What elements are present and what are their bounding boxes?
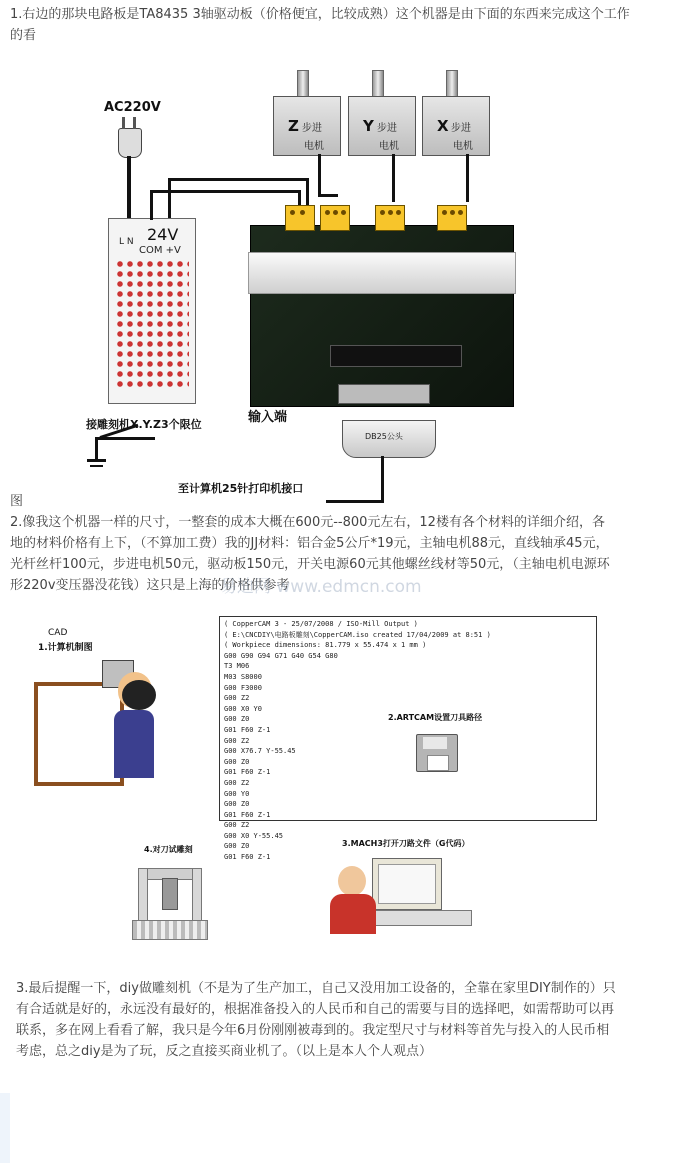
motor-y: Y 步进 电机 <box>348 96 416 156</box>
terminal-y <box>375 205 405 231</box>
step1-label: 1.计算机制图 <box>38 643 93 653</box>
db25-connector: DB25公头 <box>342 420 436 458</box>
step4-label: 4.对刀试雕刻 <box>144 845 193 854</box>
gcode-line: G00 Z0 <box>224 842 250 851</box>
gcode-line: G00 Z2 <box>224 821 250 830</box>
paragraph-2: 2.像我这个机器一样的尺寸，一整套的成本大概在600元--800元左右，12楼有各个材料的详细介绍，各地的材料价格有上下，（不算加工费）我的JJ材料：铝合金5公斤*19元，主轴电机88元，直线轴承45元，光杆丝杆100元，步进电机50元，驱动板150元，开关电源60元其他螺丝线材等50元，（主轴电机电源环形220v变压器没花钱）这只是上海的价格供参考 <box>10 515 610 593</box>
psu-voltage: 24V <box>147 225 179 244</box>
gcode-line: G00 Z0 <box>224 757 250 766</box>
terminal-power <box>285 205 315 231</box>
gcode-line: G00 Z2 <box>224 736 250 745</box>
gcode-line: T3 M06 <box>224 662 250 671</box>
power-label: AC220V <box>104 100 161 115</box>
gcode-line: G01 F60 Z-1 <box>224 768 271 777</box>
motor-x: X 步进 电机 <box>422 96 490 156</box>
power-plug-icon <box>118 128 142 158</box>
gcode-line: G01 F60 Z-1 <box>224 853 271 862</box>
gcode-line: ( Workpiece dimensions: 81.779 x 55.474 x 1 mm ) <box>224 641 427 650</box>
cad-illustration <box>30 652 160 782</box>
watermark: 易迪网 www.edmcn.com <box>220 577 422 597</box>
terminal-z <box>320 205 350 231</box>
pc-label: 至计算机25针打印机接口 <box>178 482 304 495</box>
left-edge-strip <box>0 1093 10 1163</box>
limit-label: 接雕刻机X.Y.Z3个限位 <box>86 418 202 431</box>
mach3-illustration <box>330 852 476 934</box>
gcode-line: ( CopperCAM 3 - 25/07/2008 / ISO-Mill Output ) <box>224 620 418 628</box>
step2-label: 2.ARTCAM设置刀具路径 <box>388 713 483 722</box>
power-supply: L N 24V COM +V <box>108 218 196 404</box>
gcode-line: G00 G90 G94 G71 G40 G54 G80 <box>224 651 338 660</box>
gcode-line: G00 Y0 <box>224 789 250 798</box>
floppy-icon <box>416 734 458 772</box>
psu-terminals: COM +V <box>139 245 181 256</box>
gcode-line: ( E:\CNCDIY\电路板雕刻\CopperCAM.iso created 17/04/2009 at 8:51 ) <box>224 630 491 639</box>
gcode-line: G00 Z0 <box>224 800 250 809</box>
gcode-line: G00 Z0 <box>224 715 250 724</box>
gcode-line: G00 F3000 <box>224 683 262 692</box>
step3-label: 3.MACH3打开刀路文件（G代码） <box>342 839 470 848</box>
gcode-line: G00 X76.7 Y-55.45 <box>224 747 296 756</box>
ground-icon <box>87 459 106 462</box>
gcode-line: G00 Z2 <box>224 694 250 703</box>
heatsink <box>248 252 516 294</box>
power-cable <box>127 156 131 220</box>
input-label: 输入端 <box>248 410 288 425</box>
gcode-line: G00 X0 Y-55.45 <box>224 831 284 840</box>
figure-caption: 图 <box>10 494 24 509</box>
gcode-line: M03 S8000 <box>224 672 262 681</box>
paragraph-1: 1.右边的那块电路板是TA8435 3轴驱动板（价格便宜，比较成熟）这个机器是由下面的东西来完成这个工作的看 <box>10 7 630 43</box>
terminal-x <box>437 205 467 231</box>
paragraph-3: 3.最后提醒一下，diy做雕刻机（不是为了生产加工，自己又没用加工设备的，全靠在家里DIY制作的）只有合适就是好的，永远没有最好的，根据准备投入的人民币和自己的需要与目的选择吧，如需帮助可以再联系，多在网上看看了解，我只是今年6月份刚刚被毒到的。我定型尺寸与材料等首先与投入的人民币相考虑，总之diy是为了玩，反之直接买商业机了。（以上是本人个人观点） <box>16 981 616 1059</box>
motor-z: Z 步进 电机 <box>273 96 341 156</box>
gcode-line: G00 Z2 <box>224 778 250 787</box>
gcode-line: G01 F60 Z-1 <box>224 725 271 734</box>
gcode-line: G00 X0 Y0 <box>224 704 262 713</box>
cnc-machine-illustration <box>132 860 206 946</box>
gcode-line: G01 F60 Z-1 <box>224 810 271 819</box>
